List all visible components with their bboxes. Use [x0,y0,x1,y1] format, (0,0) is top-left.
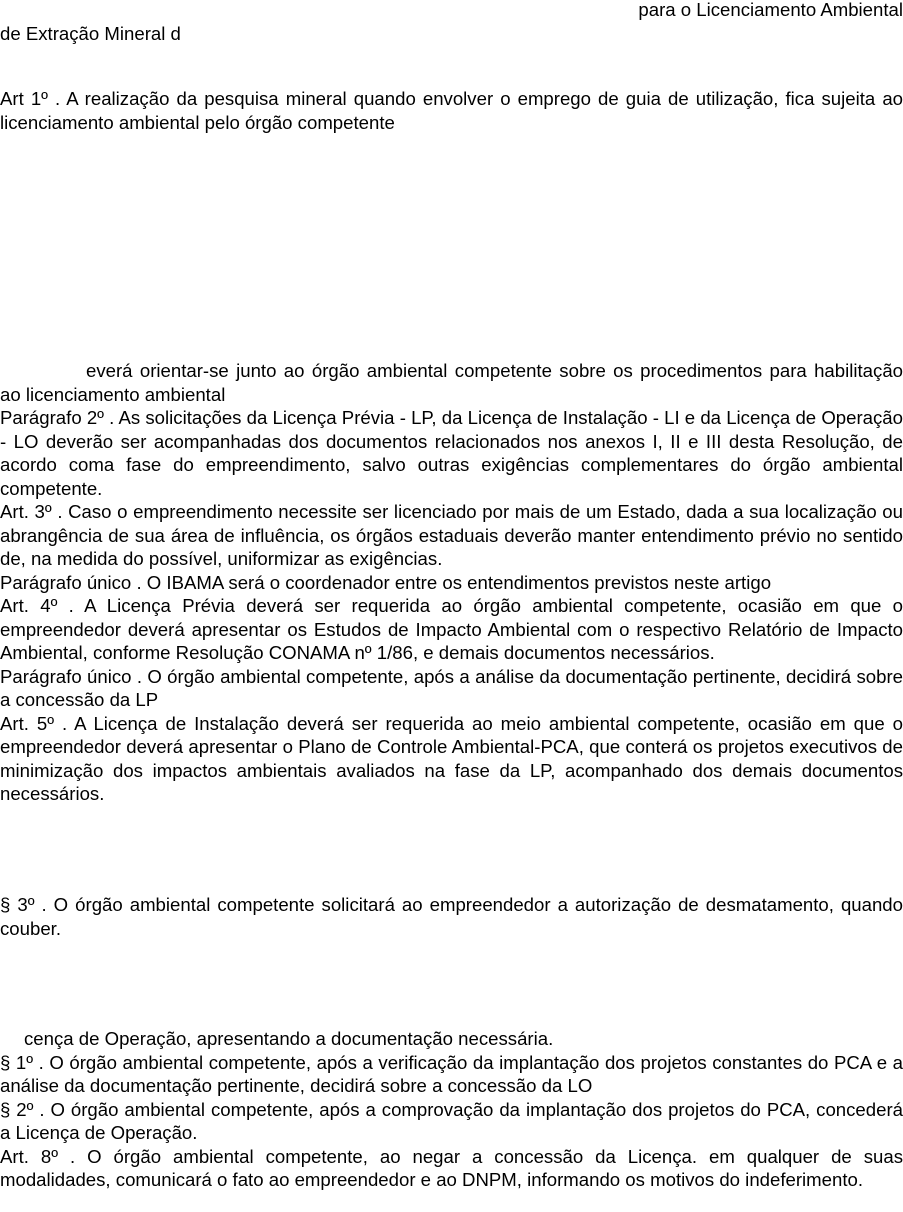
paragraph-section-3: § 3º . O órgão ambiental competente solicitará ao empreendedor a autorização de desmatamento, quando couber. [0,894,903,939]
section-3-block [0,893,903,940]
header-line-left: de Extração Mineral d [0,22,181,44]
header-fragment [0,0,903,45]
header-line-right: para o Licenciamento Ambiental [638,0,903,20]
paragraph-article-5: Art. 5º . A Licença de Instalação deverá ser requerida ao meio ambiental competente, ocasião em que o empreendedor deverá apresentar o Plano de Controle Ambiental-PCA, que conterá os projetos executivos de minimização dos impactos ambientais avaliados na fase da LP, acompanhado dos demais documentos necessários. [0,712,903,804]
body-block [0,359,903,806]
paragraph-article-8: Art. 8º . O órgão ambiental competente, ao negar a concessão da Licença. em qualquer de suas modalidades, comunicará o fato ao empreendedor e ao DNPM, informando os motivos do indeferimento. [0,1145,903,1190]
paragraph-section-2: § 2º . O órgão ambiental competente, após a comprovação da implantação dos projetos do PCA, concederá a Licença de Operação. [0,1098,903,1143]
article-1-block [0,87,903,134]
paragraph-section-1: § 1º . O órgão ambiental competente, após a verificação da implantação dos projetos constantes do PCA e a análise da documentação pertinente, decidirá sobre a concessão da LO [0,1051,903,1096]
paragraph-fragment-cenca-operacao: cença de Operação, apresentando a documentação necessária. [24,1028,554,1049]
paragraph-paragrafo-unico-ibama: Parágrafo único . O IBAMA será o coordenador entre os entendimentos previstos neste artigo [0,571,772,593]
paragraph-paragrafo-unico-lp: Parágrafo único . O órgão ambiental competente, após a análise da documentação pertinente, decidirá sobre a concessão da LP [0,665,903,710]
paragraph-article-3: Art. 3º . Caso o empreendimento necessite ser licenciado por mais de um Estado, dada a sua localização ou abrangência de sua área de influência, os órgãos estaduais deverão manter entendimento prévio no sentido de, na medida do possível, uniformizar as exigências. [0,501,903,569]
paragraph-paragrafo-2: Parágrafo 2º . As solicitações da Licença Prévia - LP, da Licença de Instalação - LI e da Licença de Operação - LO deverão ser acompanhadas dos documentos relacionados nos anexos I, II e III desta Resolução, de acordo coma fase do empreendimento, salvo outras exigências complementares do órgão ambiental competente. [0,407,903,499]
paragraph-article-1: Art 1º . A realização da pesquisa mineral quando envolver o emprego de guia de utilização, fica sujeita ao licenciamento ambiental pelo órgão competente [0,88,903,133]
footer-block [0,1027,903,1192]
paragraph-fragment-devera-orientar: everá orientar-se junto ao órgão ambiental competente sobre os procedimentos para habilitação ao licenciamento ambiental [0,360,903,405]
paragraph-article-4: Art. 4º . A Licença Prévia deverá ser requerida ao órgão ambiental competente, ocasião em que o empreendedor deverá apresentar os Estudos de Impacto Ambiental com o respectivo Relatório de Impacto Ambiental, conforme Resolução CONAMA nº 1/86, e demais documentos necessários. [0,595,903,663]
